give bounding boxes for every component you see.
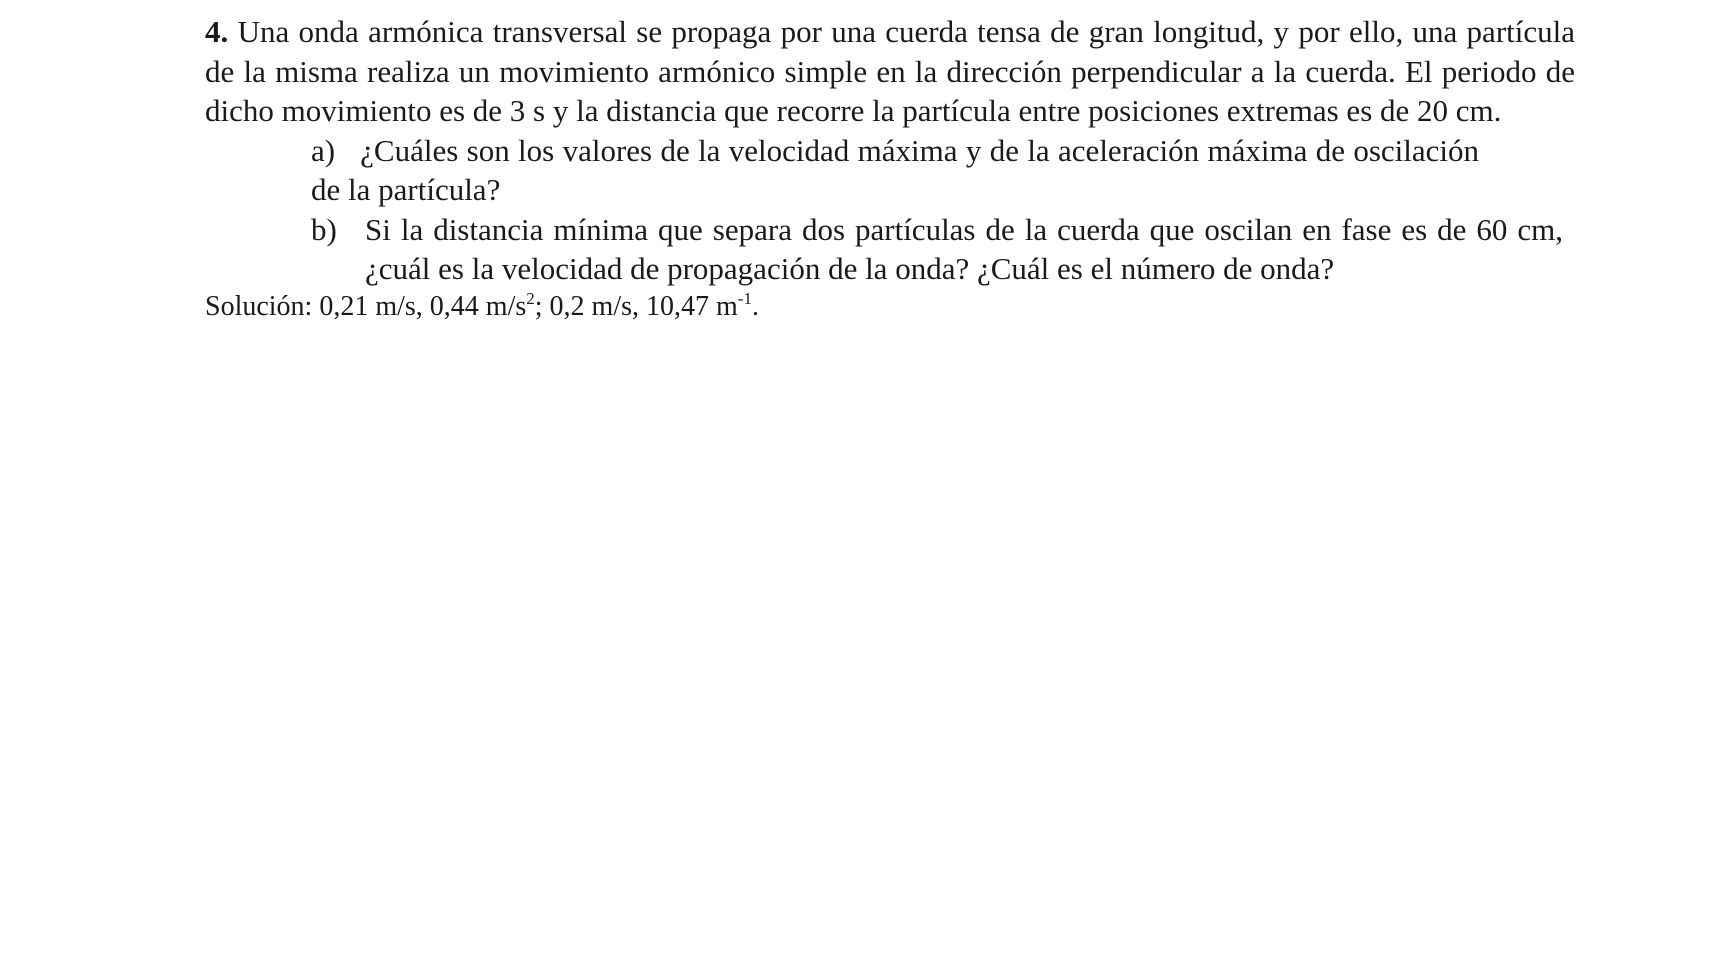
solution-part-3: . <box>751 290 759 322</box>
solution-superscript-2: -1 <box>737 288 752 308</box>
question-a-text: ¿Cuáles son los valores de la velocidad máxima y de la aceleración máxima de oscilación de la partícula? <box>311 132 1479 207</box>
solution-superscript-1: 2 <box>526 288 535 308</box>
problem-number: 4. <box>205 14 229 49</box>
question-list <box>205 131 1575 289</box>
question-a-marker: a) <box>311 132 336 168</box>
solution-line <box>205 289 1575 325</box>
solution-label: Solución: <box>205 290 313 322</box>
solution-part-2: ; 0,2 m/s, 10,47 m <box>534 290 738 322</box>
solution-part-1: 0,21 m/s, 0,44 m/s <box>319 290 527 322</box>
question-a <box>311 131 1479 210</box>
document-page <box>205 12 1575 325</box>
question-b <box>311 210 1563 289</box>
problem-statement <box>205 12 1575 131</box>
question-b-marker: b) <box>311 211 337 247</box>
problem-text: Una onda armónica transversal se propaga por una cuerda tensa de gran longitud, y por ello, una partícula de la misma realiza un movimiento armónico simple en la dirección perpendicular a la cuerda. El periodo de dicho movimiento es de 3 s y la distancia que recorre la partícula entre posiciones extremas es de 20 cm. <box>205 14 1575 128</box>
question-b-text: Si la distancia mínima que separa dos partículas de la cuerda que oscilan en fase es de 60 cm, ¿cuál es la velocidad de propagación de la onda? ¿Cuál es el número de onda? <box>365 211 1563 286</box>
